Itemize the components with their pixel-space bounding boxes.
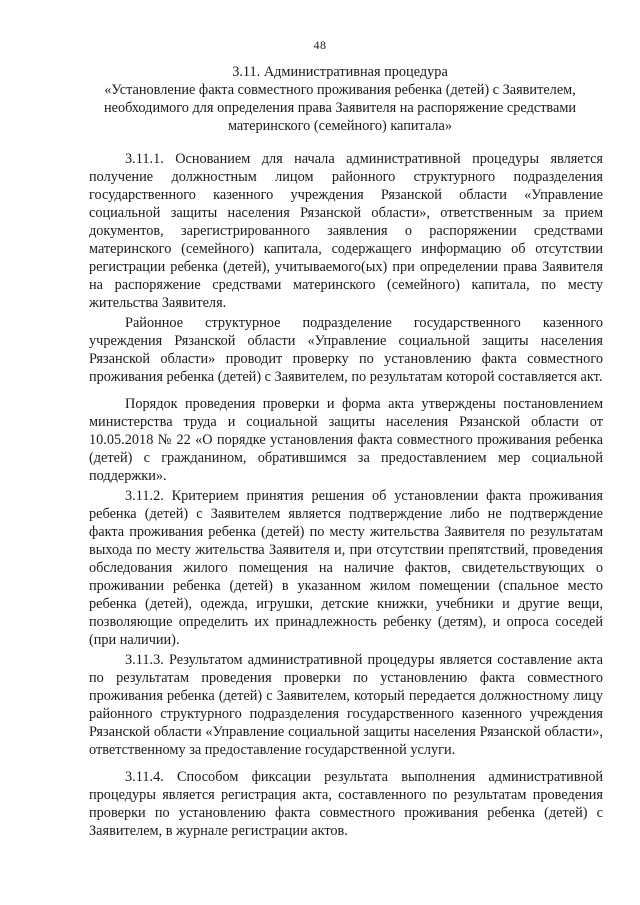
heading-subtitle-line-1: «Установление факта совместного проживания ребенка (детей) с Заявителем, xyxy=(104,82,576,98)
page-number: 48 xyxy=(313,38,327,52)
paragraph-3-11-1: 3.11.1. Основанием для начала административной процедуры является получение должностным лицом районного структурного подразделения государственного казенного учреждения Рязанской области «Управление социальной защиты населения Рязанской области», ответственным за прием документов, зарегистрированного заявления о распоряжении средствами материнского (семейного) капитала, содержащего информацию об отсутствии регистрации ребенка (детей), учитываемого(ых) при определении права Заявителя на распоряжение средствами материнского (семейного) капитала, по месту жительства Заявителя. xyxy=(89,151,603,311)
section-heading xyxy=(80,63,600,135)
heading-subtitle-line-2: необходимого для определения права Заявителя на распоряжение средствами xyxy=(103,100,577,116)
paragraph-procedure-order: Порядок проведения проверки и форма акта утверждены постановлением министерства труда и социальной защиты населения Рязанской области от 10.05.2018 № 22 «О порядке установления факта совместного проживания ребенка (детей) с гражданином, обратившимся за предоставлением мер социальной поддержки». xyxy=(89,396,603,484)
heading-subtitle-line-3: материнского (семейного) капитала» xyxy=(227,118,453,134)
paragraph-3-11-2: 3.11.2. Критерием принятия решения об установлении факта проживания ребенка (детей) с Заявителем является подтверждение либо не подтверждение факта проживания ребенка (детей) по месту жительства Заявителя по результатам выхода по месту жительства Заявителя и, при отсутствии препятствий, проведения обследования жилого помещения на наличие фактов, свидетельствующих о проживании ребенка (детей) в указанном жилом помещении (спальное место ребенка (детей), одежда, игрушки, детские книжки, учебники и другие вещи, позволяющие определить их принадлежность ребенку (детям), и опроса соседей (при наличии). xyxy=(89,488,603,648)
paragraph-3-11-3: 3.11.3. Результатом административной процедуры является составление акта по результатам проведения проверки по установлению факта совместного проживания ребенка (детей) с Заявителем, который передается должностному лицу районного структурного подразделения государственного казенного учреждения Рязанской области «Управление социальной защиты населения Рязанской области», ответственному за предоставление государственной услуги. xyxy=(89,652,603,758)
paragraph-district-unit: Районное структурное подразделение государственного казенного учреждения Рязанской области «Управление социальной защиты населения Рязанской области» проводит проверку по установлению факта совместного проживания ребенка (детей) с Заявителем, по результатам которой составляется акт. xyxy=(89,315,603,385)
paragraph-3-11-4: 3.11.4. Способом фиксации результата выполнения административной процедуры является регистрация акта, составленного по результатам проведения проверки по установлению факта совместного проживания ребенка (детей) с Заявителем, в журнале регистрации актов. xyxy=(89,769,603,839)
document-body xyxy=(89,150,603,840)
heading-title: 3.11. Административная процедура xyxy=(232,64,448,80)
